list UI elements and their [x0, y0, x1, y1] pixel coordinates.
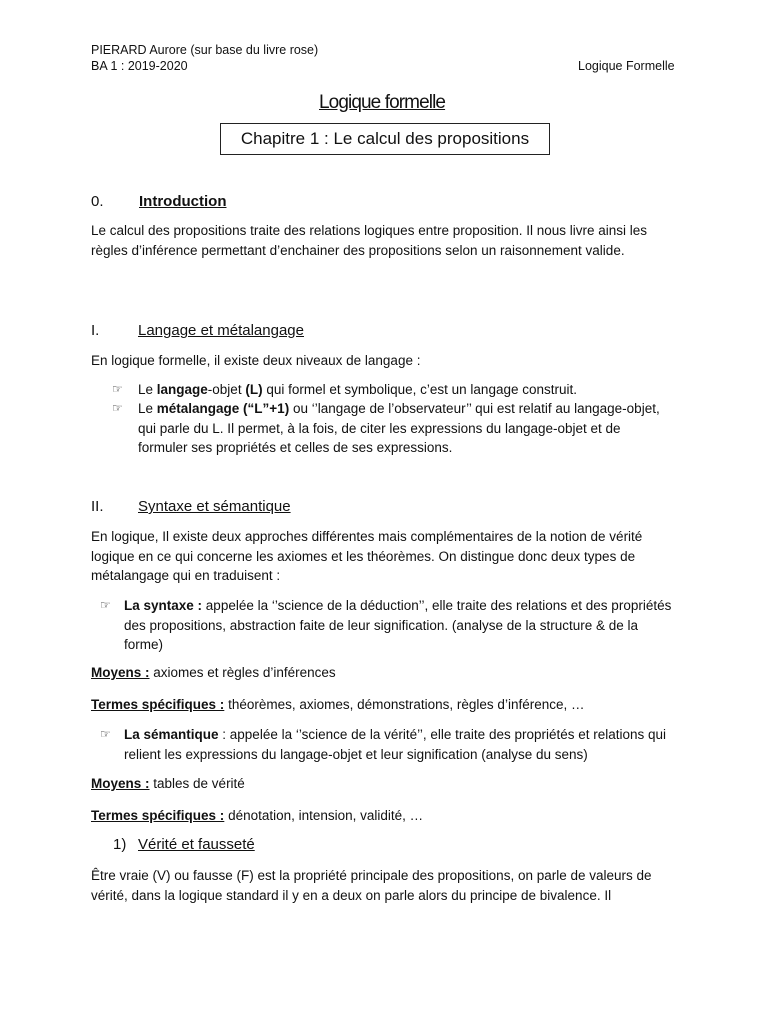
- section-1-intro: En logique formelle, il existe deux niveaux de langage :: [91, 353, 421, 368]
- list-item-syntaxe: La syntaxe : appelée la ‘’science de la déduction’’, elle traite des relations et des propriétés des propositions, abstraction faite de leur signification. (analyse de la structure & de la forme): [124, 598, 672, 652]
- section-2-intro: En logique, Il existe deux approches différentes mais complémentaires de la notion de vérité logique en ce qui concerne les axiomes et les théorèmes. On distingue donc deux types de métalangage qui en traduisent :: [91, 529, 643, 583]
- pointing-hand-icon: ☞: [100, 727, 111, 741]
- header-author: PIERARD Aurore (sur base du livre rose): [91, 43, 319, 57]
- document-title: Logique formelle: [319, 92, 446, 113]
- termes-syntaxe: Termes spécifiques : théorèmes, axiomes, démonstrations, règles d’inférence, …: [91, 697, 585, 712]
- moyens-semantique: Moyens : tables de vérité: [91, 776, 245, 791]
- list-item-semantique: La sémantique : appelée la ‘’science de la vérité’’, elle traite des propriétés et relations qui relient les expressions du langage-objet et leur signification (analyse du sens): [124, 727, 667, 762]
- section-0-title: Introduction: [139, 193, 227, 210]
- section-2-number: II.: [91, 498, 104, 515]
- section-1-number: I.: [91, 322, 100, 339]
- pointing-hand-icon: ☞: [112, 382, 123, 396]
- termes-semantique: Termes spécifiques : dénotation, intension, validité, …: [91, 808, 424, 823]
- pointing-hand-icon: ☞: [100, 598, 111, 612]
- subsection-1-number: 1): [113, 836, 127, 853]
- section-2-title: Syntaxe et sémantique: [138, 498, 291, 515]
- subsection-1-title: Vérité et fausseté: [138, 836, 255, 853]
- subsection-1-text: Être vraie (V) ou fausse (F) est la propriété principale des propositions, on parle de valeurs de vérité, dans la logique standard il y en a deux on parle alors du principe de bivalence. Il: [91, 868, 652, 903]
- header-year: BA 1 : 2019-2020: [91, 59, 188, 73]
- chapter-heading: Chapitre 1 : Le calcul des propositions: [220, 123, 550, 155]
- header-course: Logique Formelle: [578, 59, 675, 73]
- section-0-text: Le calcul des propositions traite des relations logiques entre proposition. Il nous livre ainsi les règles d’inférence permettant d’enchainer des propositions selon un raisonnement valide.: [91, 223, 648, 258]
- section-0-number: 0.: [91, 193, 104, 210]
- section-1-title: Langage et métalangage: [138, 322, 304, 339]
- list-item-langage-objet: Le langage-objet (L) qui formel et symbolique, c’est un langage construit.: [138, 382, 577, 397]
- pointing-hand-icon: ☞: [112, 401, 123, 415]
- list-item-metalangage: Le métalangage (“L”+1) ou ‘’langage de l’observateur’’ qui est relatif au langage-objet, qui parle du L. Il permet, à la fois, de citer les expressions du langage-objet et de formuler ses propriétés et celles de ses expressions.: [138, 401, 660, 455]
- moyens-syntaxe: Moyens : axiomes et règles d’inférences: [91, 665, 336, 680]
